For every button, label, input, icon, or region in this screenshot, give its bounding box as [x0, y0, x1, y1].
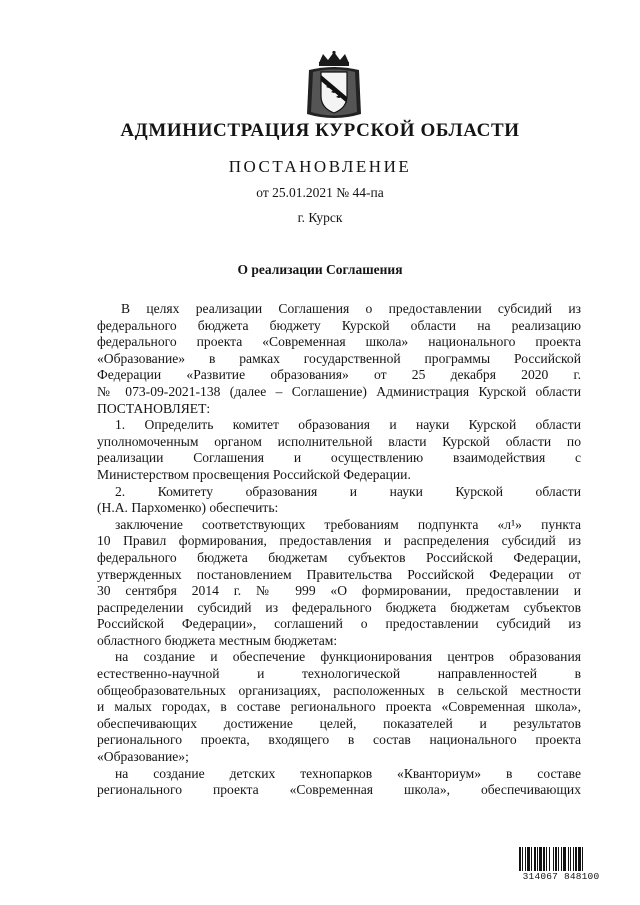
body-line: обеспечивающих достижение целей, показателей и результатов — [97, 715, 581, 731]
body-line: 1. Определить комитет образования и науки Курской области — [115, 417, 581, 433]
body-line: уполномоченным органом исполнительной власти Курской области по — [97, 433, 581, 449]
body-line: общеобразовательных организациях, расположенных в сельской местности — [97, 682, 581, 698]
coat-of-arms-icon — [305, 50, 363, 122]
body-line: федерального проекта «Современная школа» национального проекта — [97, 334, 581, 350]
body-line: «Образование» в рамках государственной программы Российской — [97, 350, 581, 366]
body-line: утвержденных постановлением Правительства Российской Федерации от — [97, 566, 581, 582]
body-line: Российской Федерации», соглашений о предоставлении субсидий из — [97, 616, 581, 632]
body-line: на создание детских технопарков «Кванториум» в составе — [115, 765, 581, 781]
body-line: 2. Комитету образования и науки Курской области — [115, 483, 581, 499]
body-line: В целях реализации Соглашения о предоставлении субсидий из — [121, 301, 581, 316]
body-line: областного бюджета местным бюджетам: — [97, 632, 338, 648]
body-line: на создание и обеспечение функционирования центров образования — [115, 649, 581, 665]
body-line: регионального проекта, входящего в состав национального проекта — [97, 732, 581, 748]
document-body — [97, 301, 581, 799]
document-type-title: ПОСТАНОВЛЕНИЕ — [228, 157, 412, 176]
document-city: г. Курск — [297, 210, 343, 225]
body-line: заключение соответствующих требованиям подпункта «л¹» пункта — [115, 516, 581, 532]
body-line: реализации Соглашения и осуществлению взаимодействия с — [97, 450, 581, 466]
document-date-number: от 25.01.2021 № 44-па — [256, 185, 384, 200]
body-line: 10 Правил формирования, предоставления и распределения субсидий из — [97, 533, 581, 549]
body-line: ПОСТАНОВЛЯЕТ: — [97, 400, 211, 416]
body-line: федерального бюджета бюджету Курской области на реализацию — [97, 317, 581, 333]
body-line: (Н.А. Пархоменко) обеспечить: — [97, 500, 279, 516]
body-line: 30 сентября 2014 г. № 999 «О формировании, предоставлении и — [97, 583, 581, 599]
document-subject: О реализации Соглашения — [237, 262, 403, 277]
body-line: № 073-09-2021-138 (далее – Соглашение) Администрация Курской области — [97, 383, 581, 399]
body-line: и малых городах, в составе регионального проекта «Современная школа», — [97, 699, 581, 715]
body-line: Министерством просвещения Российской Федерации. — [97, 466, 411, 482]
body-line: федерального бюджета бюджетам субъектов Российской Федерации, — [97, 549, 581, 565]
administration-title: АДМИНИСТРАЦИЯ КУРСКОЙ ОБЛАСТИ — [120, 120, 520, 141]
body-line: «Образование»; — [97, 749, 189, 765]
barcode-number: 314067 848100 — [518, 871, 604, 882]
body-line: Федерации «Развитие образования» от 25 декабря 2020 г. — [97, 367, 581, 383]
barcode-icon — [518, 847, 604, 889]
body-line: распределении субсидий из федерального бюджета бюджетам субъектов — [97, 599, 581, 615]
body-line: естественно-научной и технологической направленностей в — [97, 666, 581, 682]
body-line: регионального проекта «Современная школа», обеспечивающих — [97, 782, 581, 798]
